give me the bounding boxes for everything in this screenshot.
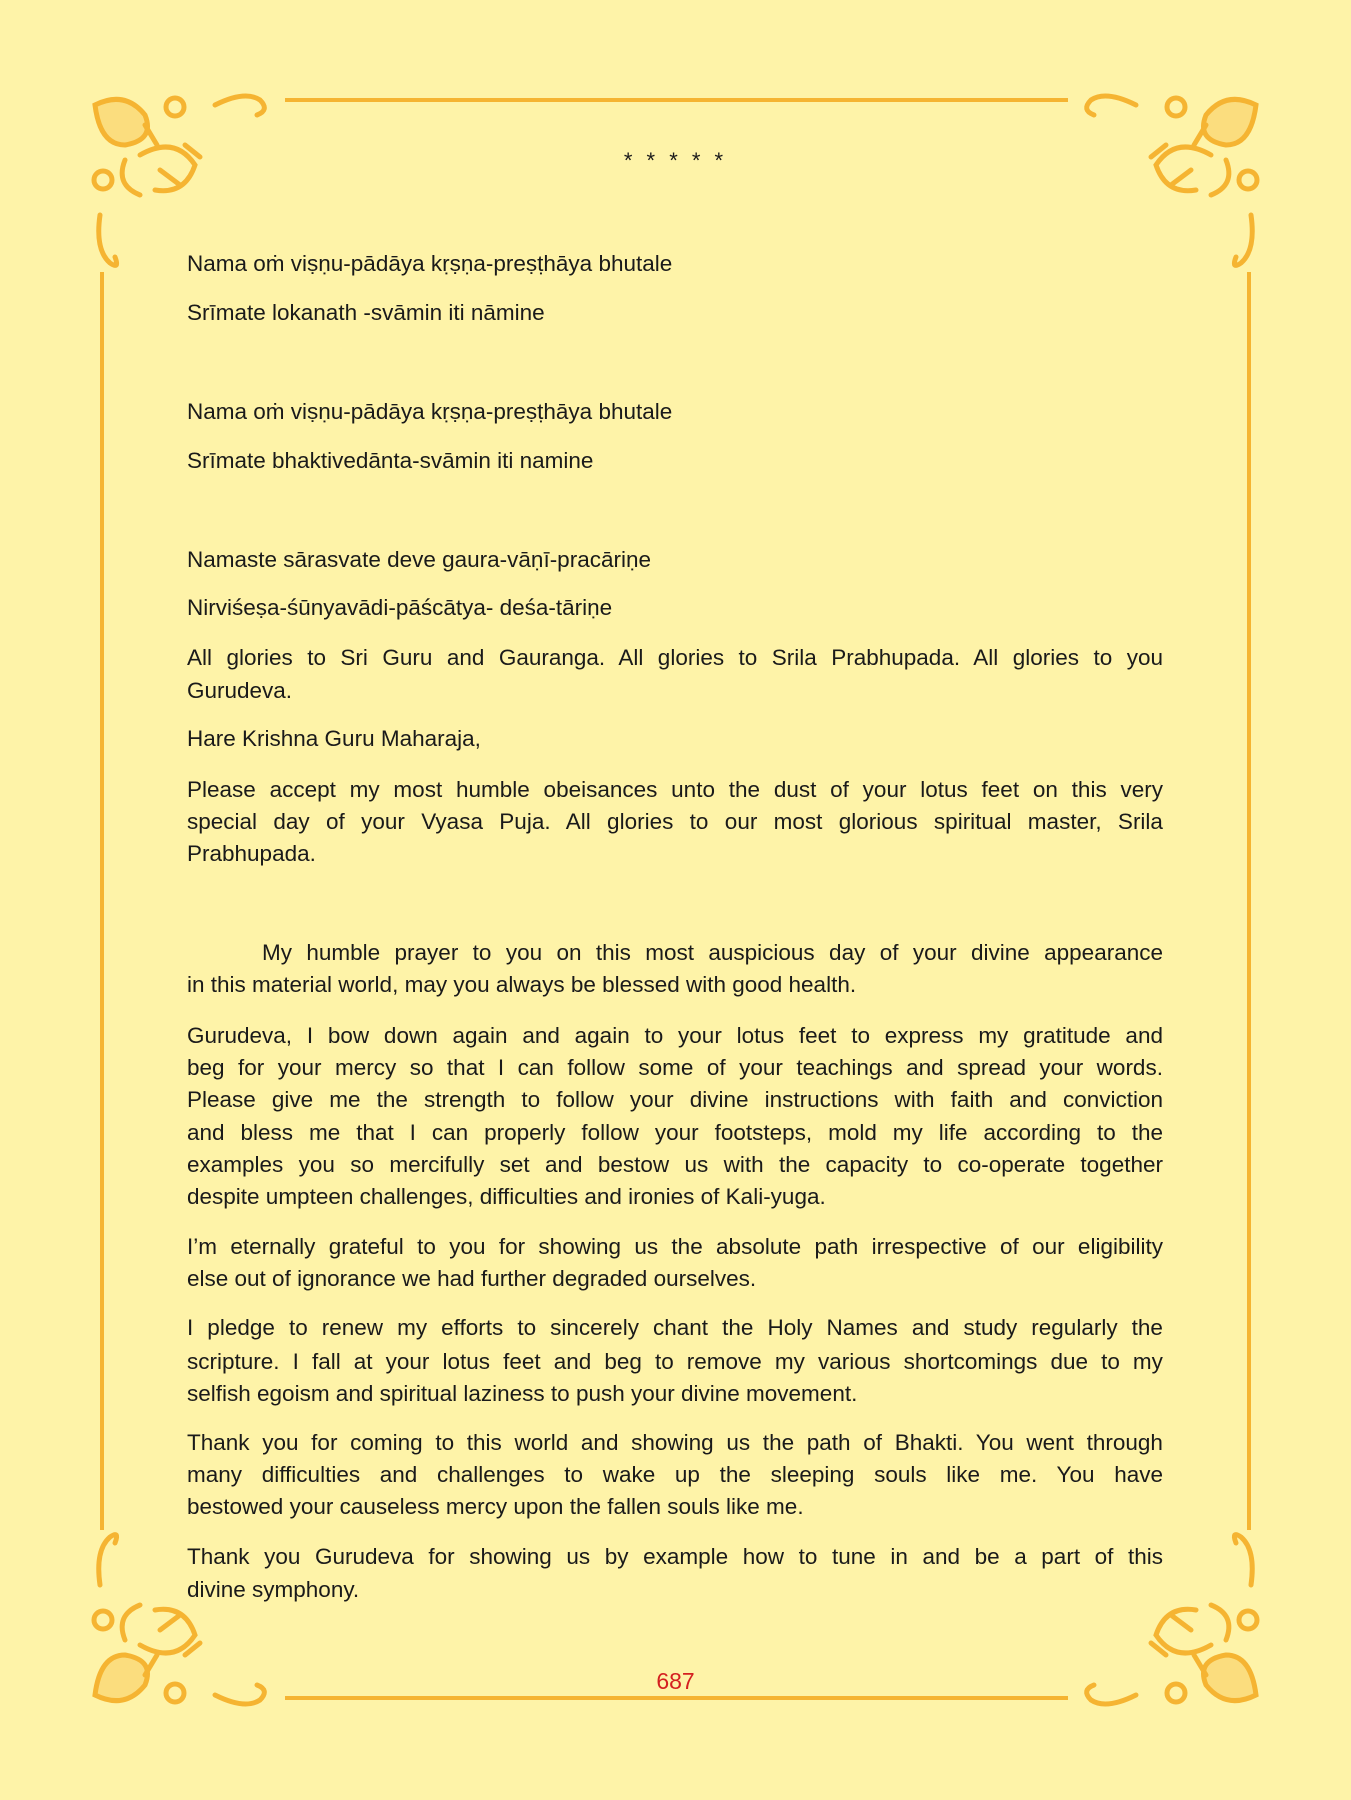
line-text: examples you so mercifully set and bestow us with the capacity to co-operate together <box>187 1152 1163 1177</box>
text-line <box>187 1312 1163 1344</box>
line-text: Please accept my most humble obeisances unto the dust of your lotus feet on this very <box>187 777 1163 802</box>
salutation <box>187 723 1163 755</box>
corner-ornament-icon <box>85 85 275 275</box>
verse-line <box>187 297 1163 329</box>
line-text: Thank you for coming to this world and showing us the path of Bhakti. You went through <box>187 1430 1163 1455</box>
text-line <box>187 1378 1163 1410</box>
verse-text: Namaste sārasvate deve gaura-vāṇī-pracāriṇe <box>187 547 651 572</box>
line-text: Hare Krishna Guru Maharaja, <box>187 726 481 751</box>
line-text: many difficulties and challenges to wake up the sleeping souls like me. You have <box>187 1462 1163 1487</box>
text-line <box>187 1020 1163 1052</box>
line-text: bestowed your causeless mercy upon the fallen souls like me. <box>187 1494 804 1519</box>
text-line <box>187 774 1163 806</box>
text-line <box>187 1181 1163 1213</box>
line-text: All glories to Sri Guru and Gauranga. All glories to Srila Prabhupada. All glories to you <box>187 645 1163 670</box>
text-line <box>187 1231 1163 1263</box>
text-line <box>187 1117 1163 1149</box>
line-text: Thank you Gurudeva for showing us by example how to tune in and be a part of this <box>187 1544 1164 1569</box>
border-bottom-line <box>285 1696 1068 1700</box>
verse-text: Srīmate lokanath -svāmin iti nāmine <box>187 300 545 325</box>
line-text: Gurudeva, I bow down again and again to your lotus feet to express my gratitude and <box>187 1023 1163 1048</box>
line-text: My humble prayer to you on this most auspicious day of your divine appearance <box>262 940 1163 965</box>
line-text: Gurudeva. <box>187 678 293 703</box>
line-text: beg for your mercy so that I can follow some of your teachings and spread your words. <box>187 1055 1163 1080</box>
text-line <box>187 806 1163 838</box>
line-text: I’m eternally grateful to you for showing us the absolute path irrespective of our eligibility <box>187 1234 1163 1259</box>
text-line <box>187 1149 1163 1181</box>
line-text: I pledge to renew my efforts to sincerely chant the Holy Names and study regularly the <box>187 1315 1163 1340</box>
verse-line <box>187 544 1163 576</box>
text-line <box>187 1491 1163 1523</box>
line-text: Please give me the strength to follow your divine instructions with faith and conviction <box>187 1087 1163 1112</box>
verse-line <box>187 592 1163 624</box>
line-text: in this material world, may you always be blessed with good health. <box>187 972 857 997</box>
text-line <box>187 1459 1163 1491</box>
text-line <box>187 675 1163 707</box>
border-left-line <box>100 272 104 1530</box>
text-line <box>187 838 1163 870</box>
text-line <box>187 1541 1163 1573</box>
verse-line <box>187 396 1163 428</box>
verse-line <box>187 445 1163 477</box>
text-line <box>187 1346 1163 1378</box>
text-line <box>187 1427 1163 1459</box>
border-top-line <box>285 98 1068 102</box>
text-line <box>187 1263 1163 1295</box>
text-line <box>187 642 1163 674</box>
line-text: else out of ignorance we had further degraded ourselves. <box>187 1266 757 1291</box>
line-text: special day of your Vyasa Puja. All glories to our most glorious spiritual master, Srila <box>187 809 1163 834</box>
line-text: despite umpteen challenges, difficulties and ironies of Kali-yuga. <box>187 1184 826 1209</box>
corner-ornament-icon <box>1076 85 1266 275</box>
verse-text: Nama oṁ viṣṇu-pādāya kṛṣṇa-preṣṭhāya bhutale <box>187 399 673 424</box>
verse-text: Nama oṁ viṣṇu-pādāya kṛṣṇa-preṣṭhāya bhutale <box>187 251 673 276</box>
text-line <box>187 937 1163 969</box>
verse-text: Srīmate bhaktivedānta-svāmin iti namine <box>187 448 594 473</box>
text-line <box>187 1052 1163 1084</box>
verse-line <box>187 248 1163 280</box>
verse-text: Nirviśeṣa-śūnyavādi-pāścātya- deśa-tāriṇe <box>187 595 613 620</box>
page-number: 687 <box>656 1668 695 1694</box>
border-right-line <box>1247 272 1251 1530</box>
line-text: Prabhupada. <box>187 841 316 866</box>
line-text: selfish egoism and spiritual laziness to push your divine movement. <box>187 1381 858 1406</box>
text-line <box>187 1574 1163 1606</box>
line-text: and bless me that I can properly follow your footsteps, mold my life according to the <box>187 1120 1163 1145</box>
text-line <box>187 1084 1163 1116</box>
line-text: divine symphony. <box>187 1577 360 1602</box>
section-separator: * * * * * <box>623 148 728 173</box>
text-line <box>187 969 1163 1001</box>
line-text: scripture. I fall at your lotus feet and beg to remove my various shortcomings due to my <box>187 1349 1163 1374</box>
